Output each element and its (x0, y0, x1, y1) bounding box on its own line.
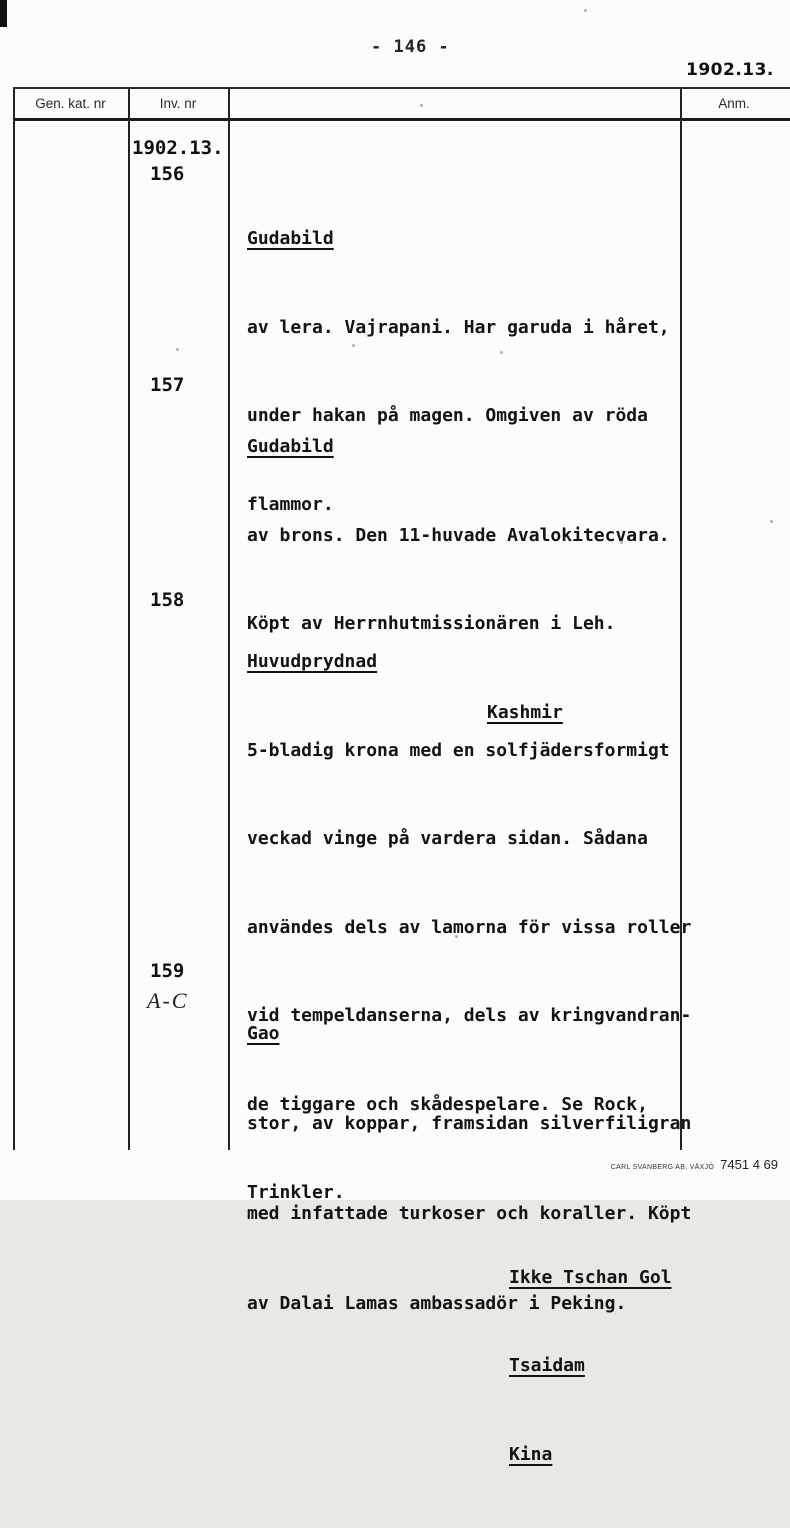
entry-description-line: av Dalai Lamas ambassadör i Peking. (247, 1293, 627, 1314)
column-divider-genkat-inv (128, 88, 130, 1150)
entry-title: Gudabild (247, 436, 334, 457)
entry-description-line: under hakan på magen. Omgiven av röda (247, 405, 648, 426)
inventory-number: 156 (150, 163, 185, 185)
entry-description-line: 5-bladig krona med en solfjädersformigt (247, 739, 670, 761)
entry-provenance: Kina (509, 1443, 553, 1465)
entry-provenance: Tsaidam (509, 1355, 585, 1376)
entry-description-line: vid tempeldanserna, dels av kringvandran- (247, 1005, 692, 1026)
scan-artifact (0, 0, 7, 27)
entry-title: Huvudprydnad (247, 651, 378, 672)
inventory-subletters-handwritten: A-C (147, 988, 189, 1013)
catalog-reference: 1902.13. (686, 60, 774, 80)
column-divider-inv-description (228, 88, 230, 1150)
printer-name: CARL SVANBERG AB, VÄXJÖ (610, 1164, 715, 1171)
column-header-anm: Anm. (718, 96, 750, 111)
entry-description-line: flammor. (247, 493, 334, 515)
scan-speckle (584, 9, 587, 12)
inventory-number: 159 (150, 960, 185, 982)
entry-provenance: Kashmir (487, 701, 563, 723)
entry-description-line: de tiggare och skådespelare. Se Rock, (247, 1093, 648, 1115)
scan-speckle (176, 348, 179, 351)
entry-description-line: veckad vinge på vardera sidan. Sådana (247, 828, 648, 849)
inventory-number: 158 (150, 589, 185, 611)
printer-mark (611, 1157, 778, 1172)
entry-description-line: av lera. Vajrapani. Har garuda i håret, (247, 316, 670, 338)
entry-description-line: med infattade turkoser och koraller. Köpt (247, 1203, 692, 1224)
page-number: - 146 - (371, 37, 450, 57)
scan-speckle (770, 520, 773, 523)
table-border-left (13, 88, 15, 1150)
entry-description-line: stor, av koppar, framsidan silverfiligran (247, 1113, 692, 1134)
entry-description-line: användes dels av lamorna för vissa roller (247, 916, 692, 938)
column-header-inv-nr: Inv. nr (159, 96, 197, 111)
entry-description-line: Köpt av Herrnhutmissionären i Leh. (247, 613, 616, 634)
entry-title: Gudabild (247, 228, 334, 249)
column-header-gen-kat-nr: Gen. kat. nr (35, 96, 106, 111)
entry-description-line: Trinkler. (247, 1182, 345, 1203)
printer-code: 7451 4 69 (720, 1157, 778, 1172)
scan-speckle (420, 104, 423, 107)
entry-title: Gao (247, 1023, 280, 1044)
inventory-number: 157 (150, 374, 185, 396)
entry-description-line: av brons. Den 11-huvade Avalokitecvara. (247, 524, 670, 546)
inventory-group-label: 1902.13. (132, 137, 224, 159)
entry-provenance: Ikke Tschan Gol (509, 1266, 672, 1288)
